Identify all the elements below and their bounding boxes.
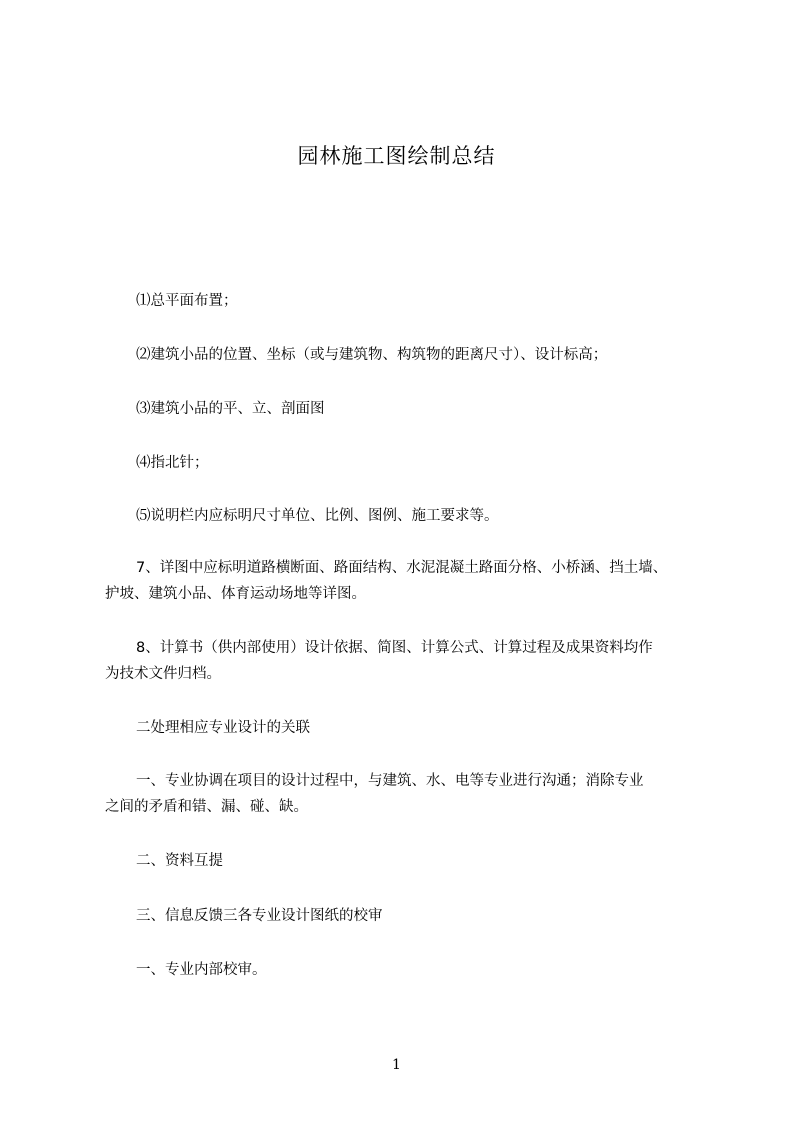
paragraph-calculation-line2: 为技术文件归档。 [105, 666, 221, 682]
list-item-notes: ⑸说明栏内应标明尺寸单位、比例、图例、施工要求等。 [136, 508, 499, 524]
paragraph-coordination-line1: 一、专业协调在项目的设计过程中，与建筑、水、电等专业进行沟通；消除专业 [136, 773, 644, 789]
paragraph-details-line2: 护坡、建筑小品、体育运动场地等详图。 [105, 586, 366, 602]
list-item-position: ⑵建筑小品的位置、坐标（或与建筑物、构筑物的距离尺寸）、设计标高； [136, 347, 608, 363]
paragraph-details-line1: 7、详图中应标明道路横断面、路面结构、水泥混凝土路面分格、小桥涵、挡土墙、 [136, 560, 668, 576]
list-item-site-plan: ⑴总平面布置； [136, 293, 238, 309]
list-item-sections: ⑶建筑小品的平、立、剖面图 [136, 401, 325, 417]
document-title: 园林施工图绘制总结 [297, 144, 496, 168]
paragraph-details [105, 555, 725, 607]
section-heading: 二处理相应专业设计的关联 [136, 720, 310, 736]
paragraph-coordination [105, 768, 725, 820]
paragraph-data-exchange: 二、资料互提 [136, 853, 223, 869]
paragraph-coordination-line2: 之间的矛盾和错、漏、碰、缺。 [105, 799, 308, 815]
paragraph-internal-review: 一、专业内部校审。 [136, 962, 267, 978]
paragraph-calculation [105, 635, 725, 687]
page-number: 1 [392, 1057, 401, 1073]
paragraph-calculation-line1: 8、计算书（供内部使用）设计依据、简图、计算公式、计算过程及成果资料均作 [136, 640, 653, 656]
list-item-north-arrow: ⑷指北针； [136, 455, 209, 471]
paragraph-feedback: 三、信息反馈三各专业设计图纸的校审 [136, 908, 383, 924]
